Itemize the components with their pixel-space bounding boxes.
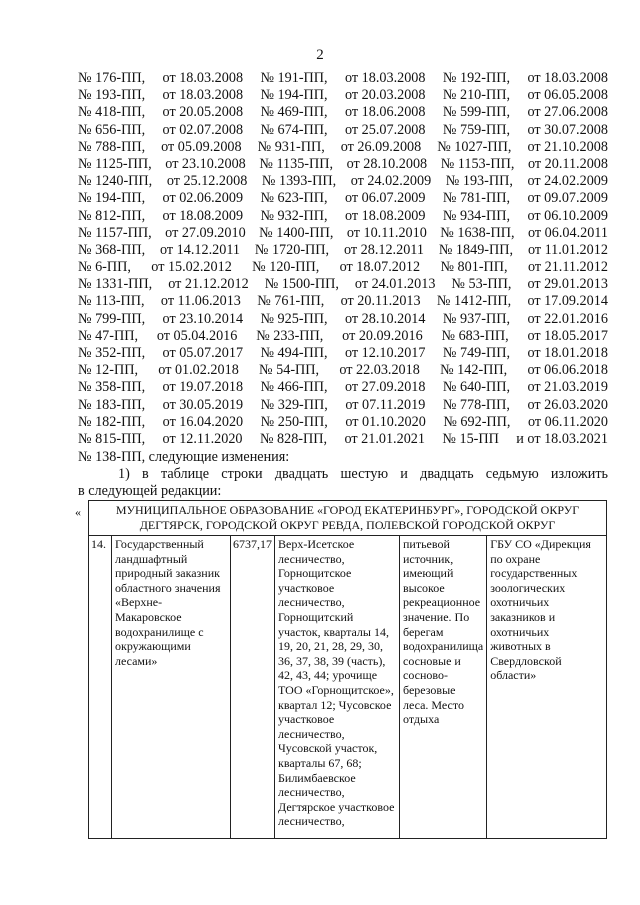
resolution-date: от 18.05.2017 [527,327,608,344]
resolution-date: от 28.10.2008 [346,155,428,172]
resolution-date: от 22.01.2016 [527,310,608,327]
registry-line [78,139,608,156]
municipality-header: МУНИЦИПАЛЬНОЕ ОБРАЗОВАНИЕ «ГОРОД ЕКАТЕРИНБУРГ», ГОРОДСКОЙ ОКРУГ ДЕГТЯРСК, ГОРОДСКОЙ ОКРУГ РЕВДА, ПОЛЕВСКОЙ ГОРОДСКОЙ ОКРУГ [89,501,607,536]
registry-line [78,345,608,362]
resolution-number: № 781-ПП, [442,190,511,207]
resolution-number: № 53-ПП, [451,276,512,293]
resolution-number: № 640-ПП, [442,379,511,396]
resolution-date: от 20.09.2016 [342,327,423,344]
resolution-date: от 05.09.2008 [161,138,242,155]
resolution-number: № 812-ПП, [78,207,146,224]
resolution-date: от 05.07.2017 [162,345,244,361]
resolution-date: от 06.07.2009 [345,190,426,207]
resolution-date: от 09.07.2009 [527,190,608,207]
resolution-date: от 18.08.2009 [345,207,426,224]
resolution-number: № 599-ПП, [442,104,511,121]
resolution-date: от 15.02.2012 [151,259,232,276]
resolution-number: № 1393-ПП, [261,173,337,190]
resolution-date: от 18.03.2008 [162,87,244,104]
resolution-date: от 06.11.2020 [528,413,608,430]
resolution-number: № 761-ПП, [257,293,325,310]
registry-line [78,328,608,345]
opening-quote: « [75,505,81,519]
registry-line [78,379,608,396]
resolution-registry [78,70,608,448]
resolution-date: от 10.11.2010 [346,224,427,241]
resolution-number: № 113-ПП, [78,293,145,310]
registry-line [78,414,608,431]
resolution-number: № 12-ПП, [78,362,139,379]
resolution-number: № 142-ПП, [440,362,508,379]
registry-line [78,70,608,87]
resolution-number: № 1720-ПП, [254,241,330,258]
authority-cell: ГБУ СО «Дирекция по охране государственных зоологических охотничьих заказников и охотничьих животных в Свердловской области» [487,536,607,839]
resolution-date: от 21.01.2021 [344,430,425,447]
resolution-number: № 1412-ПП, [436,293,512,310]
resolution-number: № 1153-ПП, [440,155,515,172]
resolution-date: от 23.10.2008 [165,155,246,172]
table-row [89,536,607,839]
resolution-number: № 176-ПП, [78,70,146,86]
resolution-date: от 12.10.2017 [345,345,426,361]
resolution-number: № 469-ПП, [260,104,328,121]
area-cell: 6737,17 [231,536,275,839]
resolution-date: от 29.01.2013 [527,276,608,293]
resolution-date: от 02.07.2008 [162,121,244,138]
resolution-number: № 692-ПП, [443,413,511,430]
resolution-number: № 194-ПП, [78,190,146,207]
resolution-number: № 749-ПП, [442,345,511,361]
resolution-number: № 192-ПП, [442,70,511,86]
resolution-number: № 1400-ПП, [259,224,334,241]
registry-line [78,225,608,242]
page-number: 2 [316,47,324,63]
resolution-date: от 01.02.2018 [158,362,239,379]
resolution-date: от 02.06.2009 [162,190,244,207]
resolution-date: от 19.07.2018 [162,379,244,396]
resolution-number: № 815-ПП, [78,430,146,447]
resolution-number: № 210-ПП, [442,87,511,104]
resolution-date: от 17.09.2014 [527,293,608,310]
amendment-clause [78,466,608,500]
resolution-date: от 18.06.2008 [345,104,426,121]
resolution-date: от 14.12.2011 [160,241,240,258]
resolution-date: от 21.12.2012 [168,276,249,293]
resolution-number: № 15-ПП [442,430,499,447]
resolution-date: от 20.03.2008 [345,87,426,104]
resolution-number: № 358-ПП, [78,379,146,396]
resolution-date: от 18.01.2018 [527,345,608,361]
registry-line [78,431,608,448]
resolution-number: № 759-ПП, [442,121,511,138]
resolution-date: от 30.05.2019 [162,396,244,413]
resolution-date: от 18.03.2008 [527,70,608,86]
resolution-number: № 368-ПП, [78,241,146,258]
resolution-date: от 27.09.2010 [165,224,246,241]
resolution-number: № 937-ПП, [442,310,511,327]
resolution-number: № 788-ПП, [78,138,146,155]
registry-line [78,173,608,190]
resolution-number: № 932-ПП, [260,207,328,224]
registry-line [78,311,608,328]
resolution-date: от 07.11.2019 [345,396,426,413]
registry-line [78,122,608,139]
resolution-number: № 1331-ПП, [78,276,153,293]
resolution-number: № 418-ПП, [78,104,146,121]
registry-line [78,156,608,173]
resolution-number: № 6-ПП, [78,259,131,276]
resolution-number: № 1027-ПП, [437,138,512,155]
resolution-number: № 329-ПП, [260,396,328,413]
resolution-date: от 24.01.2013 [354,276,436,293]
resolution-date: от 06.05.2008 [527,87,608,104]
registry-line [78,293,608,310]
resolution-number: № 828-ПП, [259,430,328,447]
resolution-number: № 801-ПП, [440,259,508,276]
registry-line [78,259,608,276]
resolution-date: от 23.10.2014 [162,310,244,327]
resolution-date: от 11.06.2013 [160,293,241,310]
registry-line [78,208,608,225]
reserve-name-cell: Государственный ландшафтный природный заказник областного значения «Верхне-Макаровское водохранилище с окружающими лесами» [112,536,231,839]
resolution-number: № 674-ПП, [260,121,328,138]
resolution-date: от 18.08.2009 [162,207,244,224]
resolution-number: № 250-ПП, [260,413,328,430]
resolution-number: № 466-ПП, [260,379,328,396]
resolution-number: № 925-ПП, [260,310,328,327]
resolution-date: от 21.10.2008 [527,138,608,155]
resolution-number: № 1500-ПП, [264,276,339,293]
registry-line [78,104,608,121]
resolution-number: № 494-ПП, [260,345,328,361]
resolution-number: № 352-ПП, [78,345,146,361]
resolution-number: № 623-ПП, [260,190,328,207]
resolution-date: от 05.04.2016 [156,327,238,344]
resolution-date: от 27.06.2008 [527,104,608,121]
resolution-number: № 1638-ПП, [440,224,515,241]
resolution-date: от 26.03.2020 [527,396,608,413]
resolution-date: от 06.10.2009 [527,207,608,224]
resolution-number: № 656-ПП, [78,121,146,138]
registry-line [78,87,608,104]
resolution-date: от 20.11.2008 [528,155,608,172]
resolution-number: № 191-ПП, [260,70,328,86]
resolution-date: от 22.03.2018 [339,362,420,379]
resolution-number: № 799-ПП, [78,310,146,327]
significance-cell: питьевой источник, имеющий высокое рекреационное значение. По берегам водохранилища сосновые и сосново-березовые леса. Место отдыха [400,536,487,839]
resolution-date: от 01.10.2020 [345,413,426,430]
resolution-date: от 06.04.2011 [528,224,608,241]
resolution-date: от 18.03.2008 [162,70,244,86]
resolution-number: № 194-ПП, [260,87,328,104]
resolution-number: № 54-ПП, [259,362,320,379]
resolution-date: от 28.10.2014 [345,310,426,327]
resolution-date: от 28.12.2011 [343,241,424,258]
resolution-date: от 11.01.2012 [527,241,608,258]
resolution-date: от 12.11.2020 [162,430,243,447]
resolution-number: № 1135-ПП, [259,155,334,172]
resolution-date: от 30.07.2008 [527,121,608,138]
resolution-date: от 20.05.2008 [162,104,244,121]
resolution-number: № 120-ПП, [252,259,320,276]
resolution-number: № 934-ПП, [442,207,511,224]
resolution-number: № 193-ПП, [445,173,513,190]
resolution-number: № 778-ПП, [442,396,510,413]
resolution-number: № 1240-ПП, [78,173,153,190]
clause-line-1: 1) в таблице строки двадцать шестую и двадцать седьмую изложить [118,466,608,482]
resolution-number: № 1849-ПП, [438,241,514,258]
resolution-number: № 931-ПП, [257,138,325,155]
clause-line-2: в следующей редакции: [78,483,222,499]
registry-tail: № 138-ПП, следующие изменения: [78,449,290,465]
registry-line [78,362,608,379]
resolution-number: № 233-ПП, [256,327,324,344]
resolution-date: от 24.02.2009 [350,173,432,190]
resolution-date: от 26.09.2008 [340,138,422,155]
resolution-date: от 25.07.2008 [345,121,426,138]
location-cell: Верх-Исетское лесничество, Горнощитское участковое лесничество, Горнощитский участок, кварталы 14, 19, 20, 21, 28, 29, 30, 36, 37, 38, 39 (часть), 42, 43, 44; урочище ТОО «Горнощитское», квартал 12; Чусовское участковое лесничество, Чусовской участок, кварталы 67, 68; Билимбаевское лесничество, Дегтярское участковое лесничество, [275,536,400,839]
resolution-number: № 683-ПП, [441,327,509,344]
row-number: 14. [89,536,112,839]
resolution-date: от 27.09.2018 [345,379,426,396]
resolution-date: от 25.12.2008 [166,173,248,190]
registry-line [78,397,608,414]
resolution-date: от 24.02.2009 [527,173,608,190]
resolution-date: от 18.03.2008 [345,70,426,86]
resolution-number: № 47-ПП, [78,327,139,344]
resolution-number: № 1125-ПП, [78,155,152,172]
registry-line [78,190,608,207]
registry-line [78,276,608,293]
resolution-number: № 182-ПП, [78,413,146,430]
resolution-date: от 18.07.2012 [339,259,421,276]
resolution-number: № 1157-ПП, [78,224,152,241]
resolution-date: от 21.11.2012 [527,259,608,276]
resolution-date: от 20.11.2013 [340,293,421,310]
registry-line [78,242,608,259]
table-header-row [89,501,607,536]
nature-reserve-table [88,500,607,839]
resolution-date: и от 18.03.2021 [516,430,608,447]
resolution-date: от 21.03.2019 [527,379,608,396]
resolution-number: № 193-ПП, [78,87,146,104]
resolution-date: от 06.06.2018 [527,362,608,379]
resolution-date: от 16.04.2020 [162,413,244,430]
resolution-number: № 183-ПП, [78,396,146,413]
